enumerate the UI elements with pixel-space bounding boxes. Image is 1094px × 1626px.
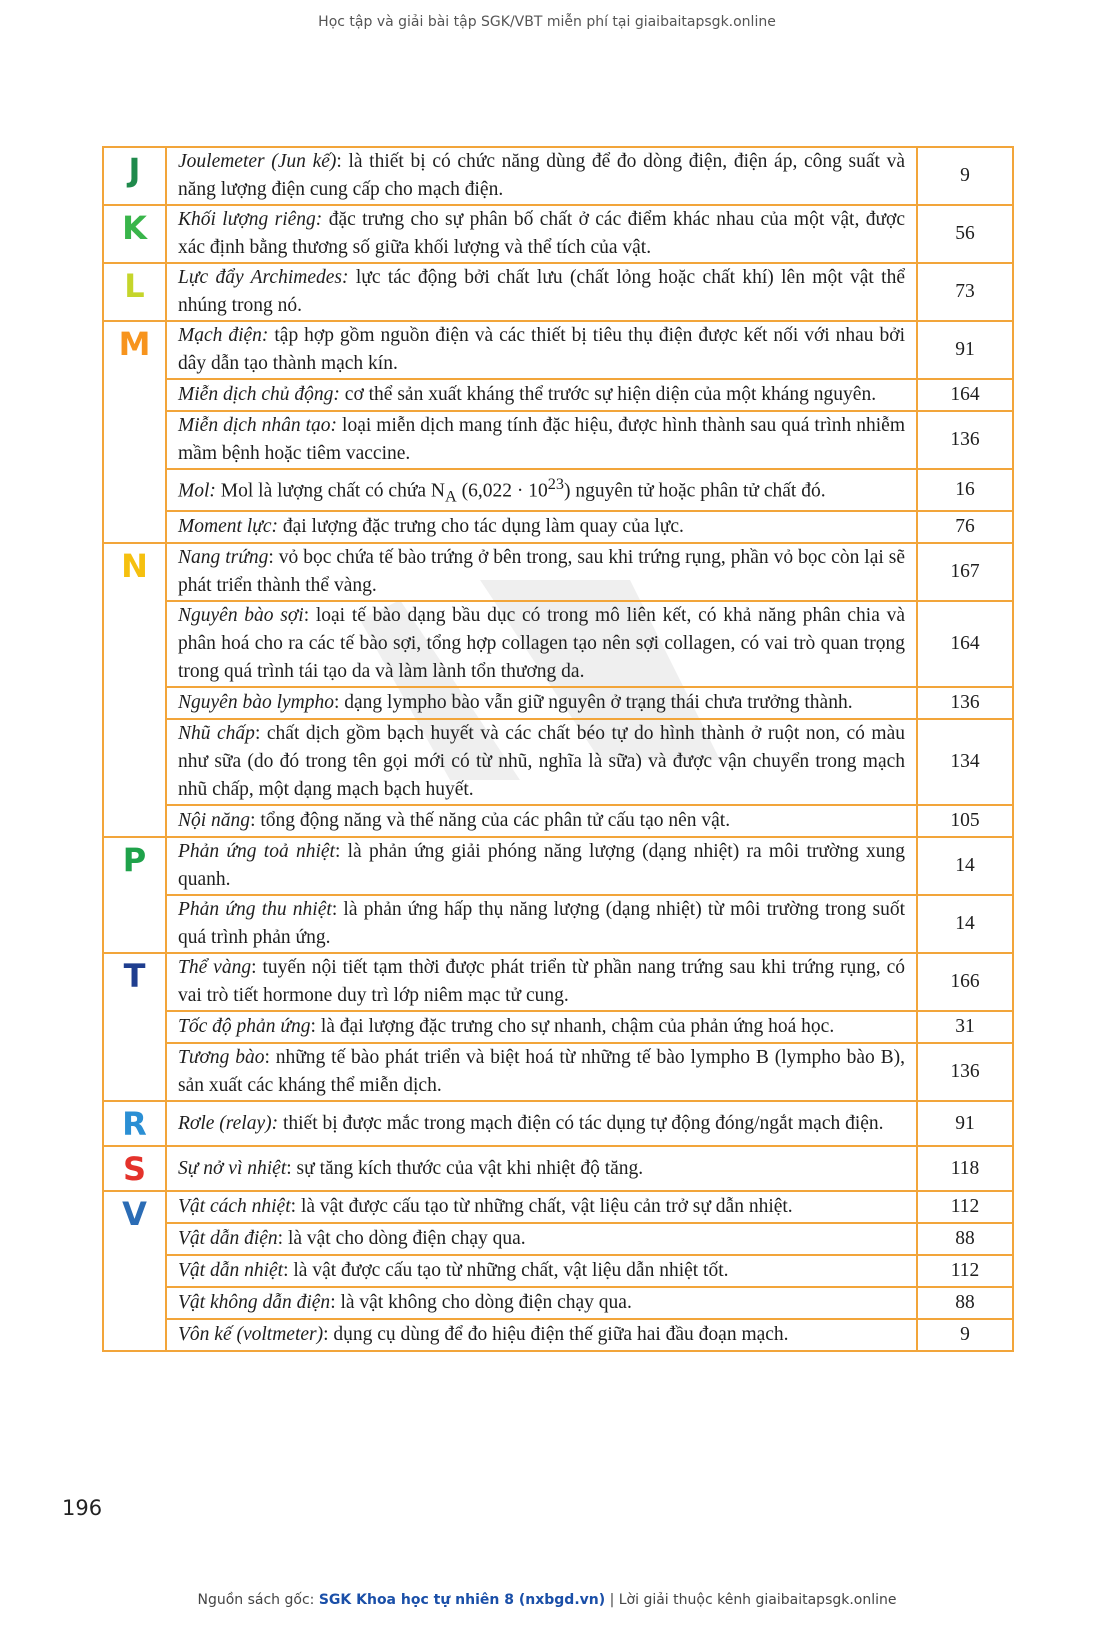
definition-cell — [166, 719, 917, 805]
term-separator: : — [290, 1196, 297, 1218]
page-ref-cell: 9 — [917, 147, 1013, 205]
term-separator: : — [251, 957, 257, 979]
term-label: Vôn kế (voltmeter) — [178, 1324, 324, 1346]
footer-suffix: | Lời giải thuộc kênh giaibaitapsgk.online — [605, 1592, 897, 1608]
definition-text: cơ thể sản xuất kháng thể trước sự hiện diện của một kháng nguyên. — [339, 384, 877, 405]
footer-prefix: Nguồn sách gốc: — [197, 1592, 319, 1608]
definition-text: sự tăng kích thước của vật khi nhiệt độ tăng. — [291, 1157, 644, 1179]
definition-cell — [166, 1101, 917, 1146]
definition-cell — [166, 1011, 917, 1043]
glossary-row — [103, 1319, 1013, 1351]
glossary-table — [102, 146, 1014, 1352]
page-ref-cell: 14 — [917, 895, 1013, 953]
term-label: Tốc độ phản ứng — [178, 1016, 311, 1038]
section-letter: T — [123, 957, 146, 996]
term-label: Thể vàng — [178, 957, 252, 979]
term-label: Miễn dịch chủ động: — [178, 384, 340, 405]
definition-text: tuyến nội tiết tạm thời được phát triển từ phần nang trứng sau khi trứng rụng, có vai trò tiết hormone duy trì lớp niêm mạc tử cung. — [178, 957, 905, 1007]
term-label: Nang trứng — [178, 547, 269, 569]
page-ref-cell: 91 — [917, 1101, 1013, 1146]
term-separator: : — [254, 723, 261, 745]
glossary-row — [103, 895, 1013, 953]
definition-text: là phản ứng hấp thụ năng lượng (dạng nhiệt) từ môi trường trong suốt quá trình phản ứng. — [178, 899, 905, 949]
definition-text: Mol là lượng chất có chứa N — [215, 480, 446, 502]
letter-cell — [103, 837, 166, 953]
glossary-row — [103, 543, 1013, 601]
page-ref-cell: 105 — [917, 805, 1013, 837]
letter-cell — [103, 321, 166, 543]
term-label: Miễn dịch nhân tạo: — [178, 415, 338, 436]
page-ref-cell: 136 — [917, 687, 1013, 719]
glossary-row — [103, 805, 1013, 837]
letter-cell — [103, 1101, 166, 1146]
page-ref-cell: 14 — [917, 837, 1013, 895]
glossary-row — [103, 379, 1013, 411]
section-letter: V — [122, 1195, 147, 1234]
definition-text: thiết bị được mắc trong mạch điện có tác dụng tự động đóng/ngắt mạch điện. — [278, 1112, 884, 1134]
glossary-row — [103, 601, 1013, 687]
definition-cell — [166, 1191, 917, 1223]
section-letter: M — [118, 325, 151, 363]
definition-cell — [166, 1043, 917, 1101]
page-ref-cell: 166 — [917, 953, 1013, 1011]
glossary-row — [103, 953, 1013, 1011]
term-separator: : — [303, 605, 310, 627]
definition-text: dụng cụ dùng để đo hiệu điện thế giữa hai đầu đoạn mạch. — [328, 1324, 789, 1346]
definition-cell — [166, 601, 917, 687]
page-ref-cell: 112 — [917, 1255, 1013, 1287]
term-separator: : — [334, 841, 341, 863]
term-label: Vật dẫn nhiệt — [178, 1260, 284, 1282]
page-ref-cell: 112 — [917, 1191, 1013, 1223]
glossary-row — [103, 687, 1013, 719]
definition-cell — [166, 543, 917, 601]
term-label: Vật dẫn điện — [178, 1228, 278, 1250]
term-label: Moment lực: — [178, 516, 278, 538]
glossary-row — [103, 147, 1013, 205]
page-ref-cell: 134 — [917, 719, 1013, 805]
page-ref-cell: 164 — [917, 601, 1013, 687]
page-ref-cell: 88 — [917, 1223, 1013, 1255]
section-letter: K — [122, 209, 147, 247]
term-label: Nguyên bào lympho — [178, 692, 334, 714]
definition-cell — [166, 411, 917, 469]
definition-cell — [166, 1223, 917, 1255]
definition-text: tổng động năng và thế năng của các phân tử cấu tạo nên vật. — [255, 810, 731, 832]
definition-cell — [166, 1319, 917, 1351]
page-ref-cell: 136 — [917, 1043, 1013, 1101]
section-letter: P — [122, 841, 147, 880]
term-label: Phản ứng thu nhiệt — [178, 899, 332, 921]
page-ref-cell: 167 — [917, 543, 1013, 601]
page-ref-cell: 76 — [917, 511, 1013, 543]
glossary-row — [103, 1223, 1013, 1255]
term-separator: : — [264, 1047, 270, 1069]
page-ref-cell: 16 — [917, 469, 1013, 511]
glossary-row — [103, 469, 1013, 511]
definition-cell — [166, 805, 917, 837]
letter-cell — [103, 147, 166, 205]
term-label: Khối lượng riêng: — [178, 209, 323, 230]
glossary-row — [103, 1101, 1013, 1146]
glossary-row — [103, 1146, 1013, 1191]
definition-cell — [166, 205, 917, 263]
glossary-row — [103, 1287, 1013, 1319]
term-label: Lực đẩy Archimedes: — [178, 267, 349, 288]
term-label: Nội năng — [178, 810, 251, 832]
page-ref-cell: 56 — [917, 205, 1013, 263]
letter-cell — [103, 953, 166, 1101]
letter-cell — [103, 205, 166, 263]
glossary-row — [103, 511, 1013, 543]
letter-cell — [103, 263, 166, 321]
page-ref-cell: 164 — [917, 379, 1013, 411]
section-letter: N — [121, 547, 148, 586]
term-separator: : — [331, 899, 338, 921]
definition-text: đặc trưng cho sự phân bố chất ở các điểm khác nhau của một vật, được xác định bằng thương số giữa khối lượng và thể tích của vật. — [178, 209, 905, 258]
term-label: Joulemeter (Jun kế) — [178, 151, 337, 172]
definition-text: chất dịch gồm bạch huyết và các chất béo tự do hình thành ở ruột non, có màu như sữa (do đó trong tên gọi mới có từ nhũ, nghĩa là sữa) và được vận chuyển trong mạch nhũ chấp, một dạng mạch bạch huyết. — [178, 723, 905, 801]
term-label: Mol: — [178, 480, 216, 502]
glossary-row — [103, 1011, 1013, 1043]
definition-text: là phản ứng giải phóng năng lượng (dạng nhiệt) ra môi trường xung quanh. — [178, 841, 905, 891]
page-number: 196 — [62, 1496, 103, 1520]
glossary-row — [103, 411, 1013, 469]
term-separator: : — [286, 1157, 292, 1179]
definition-cell — [166, 837, 917, 895]
page-ref-cell: 9 — [917, 1319, 1013, 1351]
glossary-row — [103, 719, 1013, 805]
definition-cell — [166, 687, 917, 719]
term-separator: : — [310, 1016, 316, 1038]
glossary-row — [103, 1255, 1013, 1287]
term-label: Rơle (relay): — [178, 1112, 279, 1134]
glossary-row — [103, 263, 1013, 321]
page-ref-cell: 136 — [917, 411, 1013, 469]
page-ref-cell: 88 — [917, 1287, 1013, 1319]
term-separator: : — [333, 692, 340, 714]
term-separator: : — [277, 1228, 284, 1250]
definition-cell — [166, 1255, 917, 1287]
page-ref-cell: 91 — [917, 321, 1013, 379]
term-label: Sự nở vì nhiệt — [178, 1157, 287, 1179]
term-separator: : — [283, 1260, 289, 1282]
definition-text: là vật không cho dòng điện chạy qua. — [335, 1292, 632, 1314]
letter-cell — [103, 1146, 166, 1191]
term-label: Nguyên bào sợi — [178, 605, 304, 627]
page-ref-cell: 31 — [917, 1011, 1013, 1043]
term-separator: : — [250, 810, 256, 832]
glossary-row — [103, 1191, 1013, 1223]
term-label: Nhũ chấp — [178, 723, 255, 745]
page-footer — [0, 1592, 1094, 1608]
term-separator: : — [268, 547, 274, 569]
definition-cell — [166, 953, 917, 1011]
definition-text: là vật cho dòng điện chạy qua. — [283, 1228, 526, 1250]
definition-text: (6,022 · 10 — [456, 480, 548, 502]
definition-text: là thiết bị có chức năng dùng để đo dòng điện, điện áp, công suất và năng lượng điện cung cấp cho mạch điện. — [178, 151, 905, 200]
term-label: Vật cách nhiệt — [178, 1196, 291, 1218]
definition-text: tập hợp gồm nguồn điện và các thiết bị tiêu thụ điện được kết nối với nhau bởi dây dẫn tạo thành mạch kín. — [178, 325, 905, 374]
definition-cell — [166, 1146, 917, 1191]
glossary-row — [103, 321, 1013, 379]
definition-cell — [166, 263, 917, 321]
definition-text: loại tế bào dạng bầu dục có trong mô liên kết, có khả năng phân chia và phân hoá cho ra các tế bào sợi, tổng hợp collagen tạo nên sợi collagen, có vai trò quan trọng trong quá trình tái tạo da và làm lành tổn thương da. — [178, 605, 905, 683]
glossary-row — [103, 837, 1013, 895]
definition-cell — [166, 379, 917, 411]
definition-text: dạng lympho bào vẫn giữ nguyên ở trạng thái chưa trưởng thành. — [339, 692, 853, 714]
page-ref-cell: 118 — [917, 1146, 1013, 1191]
definition-cell — [166, 895, 917, 953]
footer-book-title: SGK Khoa học tự nhiên 8 (nxbgd.vn) — [318, 1592, 606, 1608]
definition-text: là vật được cấu tạo từ những chất, vật liệu dẫn nhiệt tốt. — [288, 1260, 729, 1282]
definition-text: ) nguyên tử hoặc phân tử chất đó. — [564, 480, 826, 502]
term-separator: : — [336, 151, 342, 172]
section-letter: L — [124, 267, 145, 305]
definition-text: vỏ bọc chứa tế bào trứng ở bên trong, sau khi trứng rụng, phần vỏ bọc còn lại sẽ phát triển thành thể vàng. — [178, 547, 905, 597]
superscript-text: 23 — [547, 475, 565, 493]
page-header: Học tập và giải bài tập SGK/VBT miễn phí tại giaibaitapsgk.online — [318, 14, 776, 30]
term-label: Vật không dẫn điện — [178, 1292, 331, 1314]
glossary-row — [103, 1043, 1013, 1101]
definition-text: lực tác động bởi chất lưu (chất lỏng hoặc chất khí) lên một vật thể nhúng trong nó. — [178, 267, 905, 316]
section-letter: S — [122, 1150, 147, 1189]
definition-cell — [166, 469, 917, 511]
letter-cell — [103, 1191, 166, 1351]
definition-cell — [166, 1287, 917, 1319]
subscript-text: A — [445, 487, 457, 506]
section-letter: J — [128, 151, 141, 189]
term-separator: : — [330, 1292, 336, 1314]
definition-cell — [166, 147, 917, 205]
page-ref-cell: 73 — [917, 263, 1013, 321]
term-separator: : — [323, 1324, 329, 1346]
definition-cell — [166, 511, 917, 543]
definition-cell — [166, 321, 917, 379]
definition-text: là vật được cấu tạo từ những chất, vật liệu cản trở sự dẫn nhiệt. — [296, 1196, 793, 1218]
term-label: Mạch điện: — [178, 325, 269, 346]
definition-text: những tế bào phát triển và biệt hoá từ những tế bào lympho B (lympho bào B), sản xuất các kháng thể miễn dịch. — [178, 1047, 906, 1097]
term-label: Tương bào — [178, 1047, 265, 1069]
definition-text: loại miễn dịch mang tính đặc hiệu, được hình thành sau quá trình nhiễm mầm bệnh hoặc tiêm vaccine. — [178, 415, 905, 464]
glossary-row — [103, 205, 1013, 263]
letter-cell — [103, 543, 166, 837]
definition-text: đại lượng đặc trưng cho tác dụng làm quay của lực. — [277, 516, 684, 538]
term-label: Phản ứng toả nhiệt — [178, 841, 335, 863]
definition-text: là đại lượng đặc trưng cho sự nhanh, chậm của phản ứng hoá học. — [315, 1016, 835, 1038]
section-letter: R — [122, 1105, 147, 1144]
